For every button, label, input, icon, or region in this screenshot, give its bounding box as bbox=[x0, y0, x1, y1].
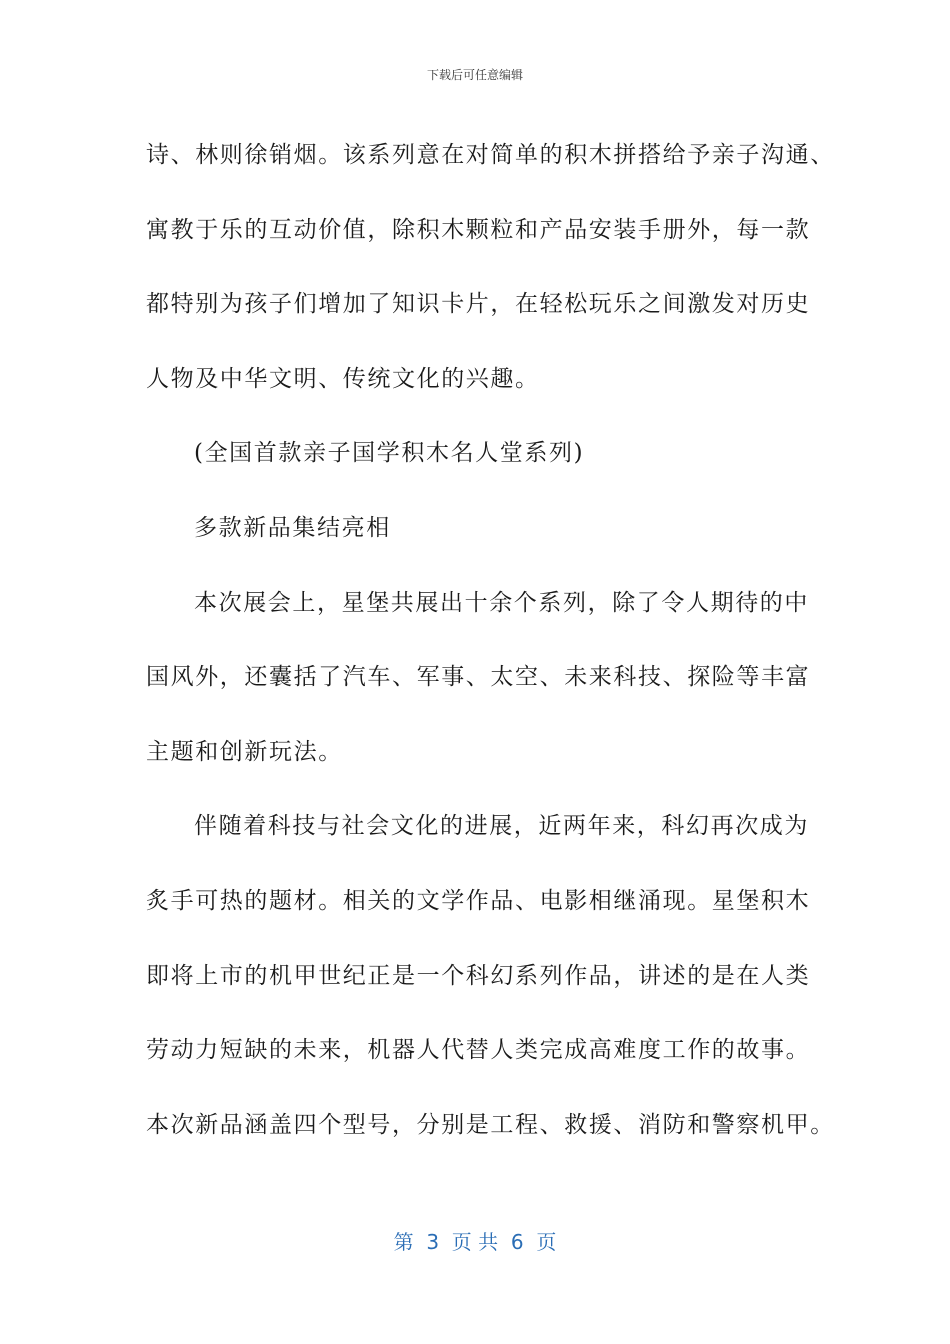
body-line: 本次展会上，星堡共展出十余个系列，除了令人期待的中 bbox=[194, 589, 809, 616]
caption-line: (全国首款亲子国学积木名人堂系列) bbox=[194, 440, 585, 467]
body-line: 劳动力短缺的未来，机器人代替人类完成高难度工作的故事。 bbox=[146, 1037, 811, 1064]
document-body bbox=[146, 118, 835, 1162]
body-line: 主题和创新玩法。 bbox=[146, 738, 343, 765]
body-line: 即将上市的机甲世纪正是一个科幻系列作品，讲述的是在人类 bbox=[146, 962, 811, 989]
body-line: 本次新品涵盖四个型号，分别是工程、救援、消防和警察机甲。 bbox=[146, 1111, 835, 1138]
body-line: 诗、林则徐销烟。该系列意在对简单的积木拼搭给予亲子沟通、 bbox=[146, 142, 835, 168]
body-line: 都特别为孩子们增加了知识卡片，在轻松玩乐之间激发对历史 bbox=[146, 291, 811, 318]
page-number-footer: 第 3 页 共 6 页 bbox=[393, 1230, 557, 1254]
body-line: 炙手可热的题材。相关的文学作品、电影相继涌现。星堡积木 bbox=[146, 887, 811, 914]
section-heading: 多款新品集结亮相 bbox=[194, 514, 391, 541]
body-line: 伴随着科技与社会文化的进展，近两年来，科幻再次成为 bbox=[194, 813, 809, 840]
page-header: 下载后可任意编辑 bbox=[426, 68, 523, 82]
body-line: 寓教于乐的互动价值，除积木颗粒和产品安装手册外，每一款 bbox=[146, 216, 811, 243]
body-line: 国风外，还囊括了汽车、军事、太空、未来科技、探险等丰富 bbox=[146, 664, 811, 691]
body-line: 人物及中华文明、传统文化的兴趣。 bbox=[146, 365, 540, 392]
